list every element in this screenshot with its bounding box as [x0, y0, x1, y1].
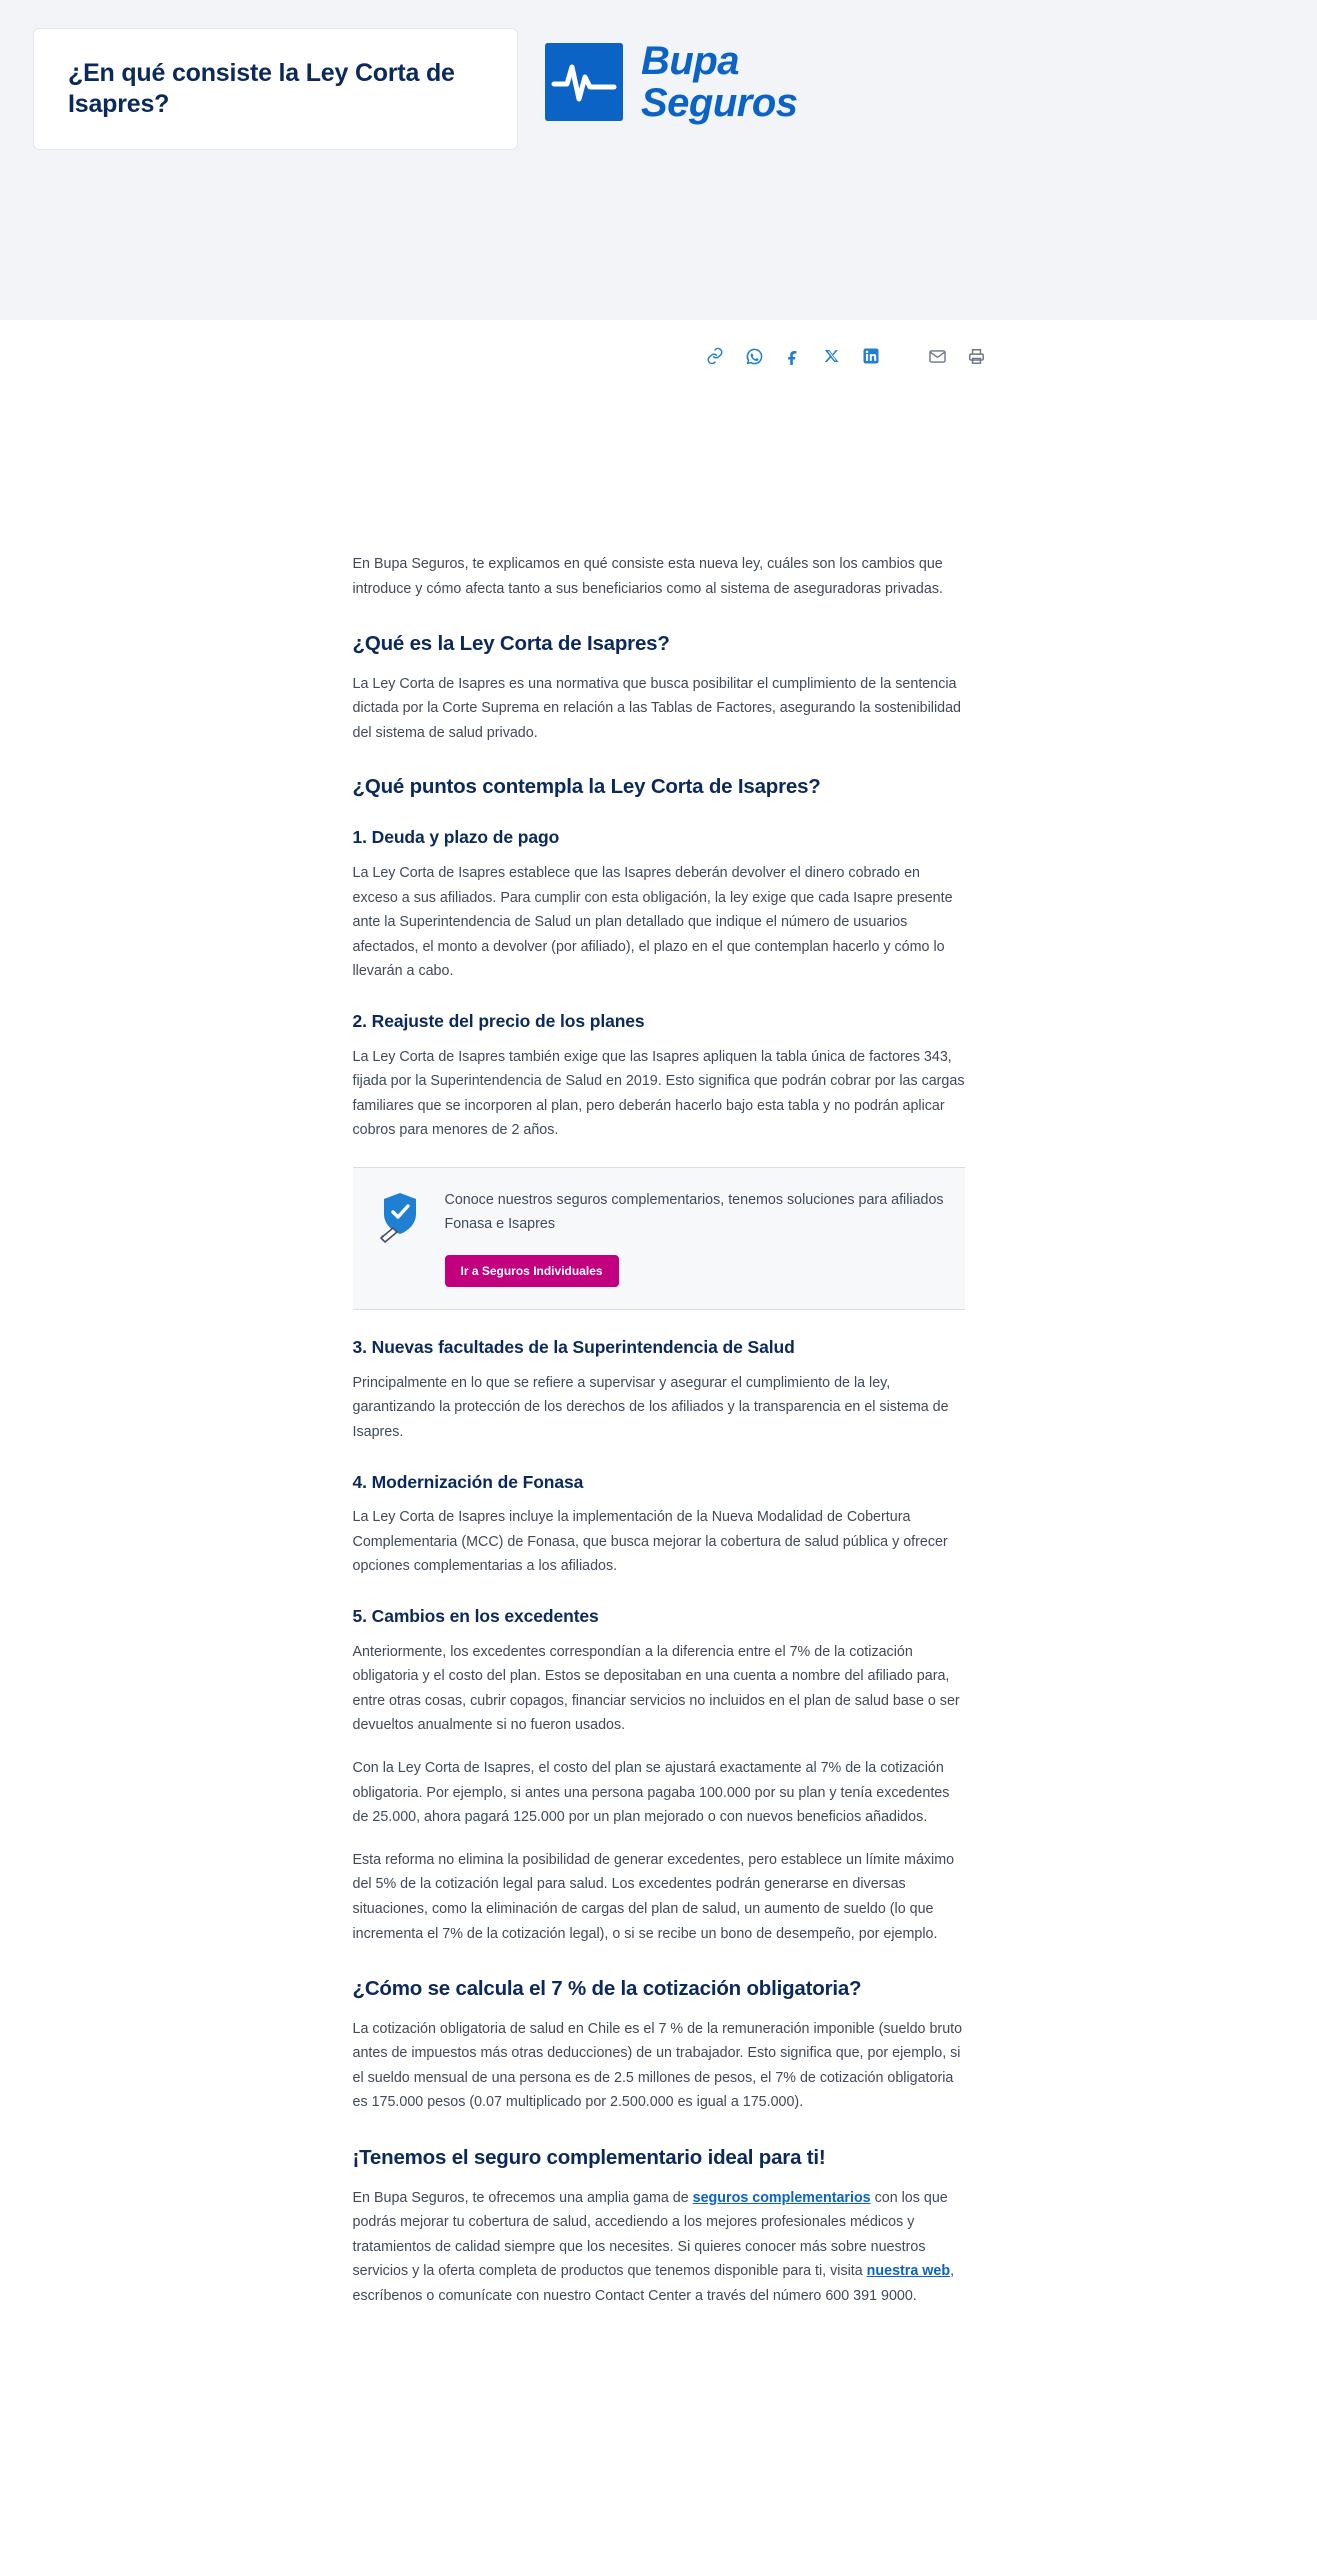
brand-wordmark — [641, 40, 798, 124]
paragraph-punto-5c: Esta reforma no elimina la posibilidad de generar excedentes, pero establece un límite máximo del 5% de la cotización legal para salud. Los excedentes podrán generarse en diversas situaciones, como la eliminación de cargas del plan de salud, un aumento de sueldo (lo que incrementa el 7% de la cotización legal), o si se recibe un bono de desempeño, por ejemplo. — [352, 1851, 955, 1942]
shield-checkup-icon — [371, 1188, 429, 1246]
final-text-3: , escríbenos o comunícate con nuestro Contact Center a través del número 600 391 9000. — [352, 2263, 955, 2305]
promo-text: Conoce nuestros seguros complementarios, tenemos soluciones para afiliados Fonasa e Isapres — [444, 1191, 944, 1233]
promo-content — [445, 1188, 947, 1287]
final-text-2: con los que podrás mejorar tu cobertura de salud, accediendo a los mejores profesionales médicos y tratamientos de calidad siempre que los necesites. Si quieres conocer más sobre nuestros servicios y la oferta completa de productos que tenemos disponible para ti, visita — [352, 2189, 948, 2280]
paragraph-punto-1: La Ley Corta de Isapres establece que las Isapres deberán devolver el dinero cobrado en exceso a sus afiliados. Para cumplir con esta obligación, la ley exige que cada Isapre presente ante la Superintendencia de Salud un plan detallado que indique el número de usuarios afectados, el monto a devolver (por afiliado), el plazo en el que contemplan hacerlo y cómo lo llevarán a cabo. — [352, 864, 953, 980]
article-title-card — [33, 28, 518, 150]
final-text-1: En Bupa Seguros, te ofrecemos una amplia gama de — [352, 2189, 693, 2206]
heading-punto-4: 4. Modernización de Fonasa — [352, 1471, 584, 1492]
link-icon[interactable] — [704, 345, 726, 367]
paragraph-final — [353, 2186, 965, 2309]
heading-que-es: ¿Qué es la Ley Corta de Isapres? — [352, 632, 670, 656]
link-seguros-complementarios[interactable]: seguros complementarios — [692, 2189, 871, 2206]
share-bar — [704, 345, 987, 367]
heading-punto-3: 3. Nuevas facultades de la Superintendencia de Salud — [352, 1337, 795, 1358]
paragraph-punto-2: La Ley Corta de Isapres también exige que las Isapres apliquen la tabla única de factores 343, fijada por la Superintendencia de Salud en 2019. Esto significa que podrán cobrar por las cargas familiares que se incorporen al plan, pero deberán hacerlo bajo esta tabla y no podrán aplicar cobros para menores de 2 años. — [352, 1048, 965, 1139]
paragraph-punto-5b: Con la Ley Corta de Isapres, el costo del plan se ajustará exactamente al 7% de la cotización obligatoria. Por ejemplo, si antes una persona pagaba 100.000 por su plan y tenía excedentes de 25.000, ahora pagará 125.000 por un plan mejorado o con nuevos beneficios añadidos. — [352, 1760, 950, 1826]
promo-cta-button[interactable]: Ir a Seguros Individuales — [445, 1255, 619, 1287]
heading-punto-5: 5. Cambios en los excedentes — [352, 1606, 599, 1626]
heading-final: ¡Tenemos el seguro complementario ideal para ti! — [352, 2146, 826, 2170]
paragraph-punto-5a: Anteriormente, los excedentes correspondían a la diferencia entre el 7% de la cotización obligatoria y el costo del plan. Estos se depositaban en una cuenta a nombre del afiliado para, entre otras cosas, cubrir copagos, financiar servicios no incluidos en el plan de salud base o ser devueltos anualmente si no fueron usados. — [352, 1643, 960, 1734]
brand-logo[interactable] — [545, 40, 798, 124]
paragraph-calculo: La cotización obligatoria de salud en Chile es el 7 % de la remuneración imponible (sueldo bruto antes de impuestos más otras deducciones) de un trabajador. Esto significa que, por ejemplo, si el sueldo mensual de una persona es de 2.5 millones de pesos, el 7% de cotización obligatoria es 175.000 pesos (0.07 multiplicado por 2.500.000 es igual a 175.000). — [352, 2020, 963, 2111]
x-twitter-icon[interactable] — [821, 345, 843, 367]
brand-line-2: Seguros — [641, 81, 798, 125]
paragraph-punto-3: Principalmente en lo que se refiere a supervisar y asegurar el cumplimiento de la ley, garantizando la protección de los derechos de los afiliados y la transparencia en el sistema de Isapres. — [352, 1374, 949, 1440]
promo-banner — [353, 1167, 965, 1310]
print-icon[interactable] — [965, 345, 987, 367]
email-icon[interactable] — [926, 345, 948, 367]
bupa-heartbeat-icon — [545, 43, 623, 121]
heading-punto-2: 2. Reajuste del precio de los planes — [352, 1010, 645, 1031]
whatsapp-icon[interactable] — [743, 345, 765, 367]
heading-punto-1: 1. Deuda y plazo de pago — [352, 827, 560, 848]
paragraph-que-es: La Ley Corta de Isapres es una normativa que busca posibilitar el cumplimiento de la sentencia dictada por la Corte Suprema en relación a las Tablas de Factores, asegurando la sostenibilidad del sistema de salud privado. — [352, 675, 962, 741]
facebook-icon[interactable] — [782, 345, 804, 367]
heading-calculo: ¿Cómo se calcula el 7 % de la cotización obligatoria? — [352, 1977, 862, 2001]
link-nuestra-web[interactable]: nuestra web — [866, 2263, 951, 2280]
intro-paragraph: En Bupa Seguros, te explicamos en qué consiste esta nueva ley, cuáles son los cambios que introduce y cómo afecta tanto a sus beneficiarios como al sistema de aseguradoras privadas. — [352, 556, 943, 597]
heading-puntos: ¿Qué puntos contempla la Ley Corta de Isapres? — [352, 774, 821, 798]
brand-line-1: Bupa — [641, 39, 739, 83]
linkedin-icon[interactable] — [860, 345, 882, 367]
page-header — [0, 0, 1317, 320]
article-body — [353, 320, 965, 2417]
page-title: ¿En qué consiste la Ley Corta de Isapres? — [68, 58, 455, 118]
paragraph-punto-4: La Ley Corta de Isapres incluye la implementación de la Nueva Modalidad de Cobertura Complementaria (MCC) de Fonasa, que busca mejorar la cobertura de salud pública y ofrecer opciones complementarias a los afiliados. — [352, 1509, 948, 1575]
